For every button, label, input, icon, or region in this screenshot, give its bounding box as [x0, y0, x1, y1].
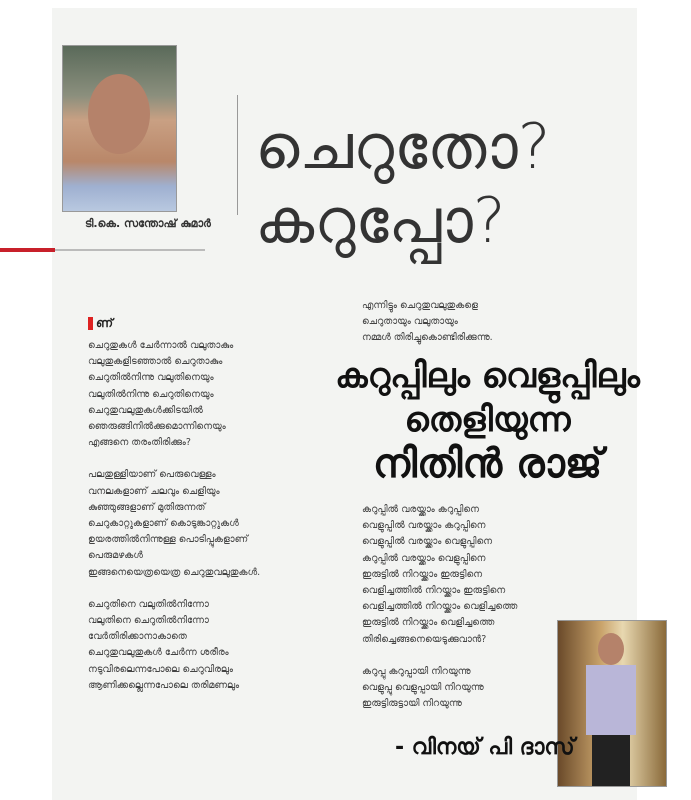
- poet-shirt: [586, 665, 636, 735]
- poet-photo: [557, 620, 667, 787]
- author-photo: [62, 45, 177, 212]
- poem-right-top: [362, 298, 602, 363]
- overlay-headline: [300, 354, 675, 486]
- red-bar: [88, 317, 93, 330]
- stanza: ചെറുതിനെ വലുതിൽനിന്നോ വലുതിനെ ചെറുതിൽനിന്നോ വേർതിരിക്കാനാകാതെ ചെറുതുവലുതുകൾ ചേർന്ന ശരീരം നടുവിരലെന്നപോലെ ചെറുവിരലും ആണിക്കല്ലെന്നപോലെ തരിമണലും: [88, 598, 240, 691]
- stanza: ചെറുതുകൾ ചേർന്നാൽ വലുതാകും വലുതുകളിടഞ്ഞാൽ ചെറുതാകും ചെറുതിൽനിന്നു വലുതിനെയും വലുതിൽനിന്നു ചെറുതിനെയും ചെറുതുവലുതുകൾക്കിടയിൽ ഞെരുങ്ങിനിൽക്കുമൊന്നിനെയും എങ്ങനെ തരംതിരിക്കും?: [88, 340, 234, 449]
- poem-left-column: [88, 338, 293, 710]
- author-byline: ടി.കെ. സന്തോഷ് കുമാർ: [85, 217, 211, 230]
- stanza: കറുപ്പിൽ വരയ്ക്കാം കറുപ്പിനെ വെളുപ്പിൽ വരയ്ക്കാം കറുപ്പിനെ വെളുപ്പിൽ വരയ്ക്കാം വെളുപ്പിനെ കറുപ്പിൽ വരയ്ക്കാം വെളുപ്പിനെ ഇരുട്ടിൽ നിറയ്ക്കാം ഇരുട്ടിനെ വെളിച്ചത്തിൽ നിറയ്ക്കാം ഇരുട്ടിനെ വെളിച്ചത്തിൽ നിറയ്ക്കാം വെളിച്ചത്തെ ഇരുട്ടിൽ നിറയ്ക്കാം വെളിച്ചത്തെ തിരിച്ചെങ്ങനെയെടുക്കുവാൻ?: [362, 504, 518, 645]
- headline-line-1: ചെറുതോ?: [255, 110, 551, 183]
- overlay-line-2: തെളിയുന്ന: [404, 400, 571, 440]
- headline: [255, 110, 551, 258]
- overlay-line-1: കറുപ്പിലും വെളുപ്പിലും: [335, 356, 640, 396]
- dropcap-text: ണ്: [96, 316, 113, 330]
- accent-rule: [0, 248, 55, 252]
- stanza: കറുപ്പു കറുപ്പായി നിറയുന്നു വെളുപ്പു വെളുപ്പായി നിറയുന്നു ഇരുട്ടിരുട്ടായി നിറയുന്നു: [362, 665, 484, 710]
- poem-dropcap: [88, 316, 113, 331]
- overlay-name: നിതിൻ രാജ്: [372, 441, 603, 487]
- signature: - വിനയ് പി ദാസ്: [395, 735, 575, 760]
- stanza: പലതുള്ളിയാണ് പെരുവെള്ളം വനലകളാണ് ചലവും ചെളിയും കുഞ്ഞുങ്ങളാണ് മുതിരുന്നത് ചെറുകാറ്റുകളാണ് കൊടുങ്കാറ്റുകൾ ഉയരത്തിൽനിന്നുള്ള പൊടിപ്പുകളാണ് പെരുമഴകൾ ഇങ്ങനെയെത്രയെത്ര ചെറുതുവലുതുകൾ.: [88, 469, 261, 578]
- author-face: [88, 74, 150, 154]
- stanza: എന്നിട്ടും ചെറുതുവലുതുകളെ ചെറുതായും വലുതായും നമ്മൾ തിരിച്ചുകൊണ്ടിരിക്കുന്നു.: [362, 300, 493, 344]
- headline-line-2: കറുപ്പോ?: [255, 184, 506, 257]
- grey-rule: [55, 249, 205, 251]
- poet-face: [598, 633, 624, 665]
- divider: [237, 95, 238, 215]
- poet-trousers: [592, 735, 630, 786]
